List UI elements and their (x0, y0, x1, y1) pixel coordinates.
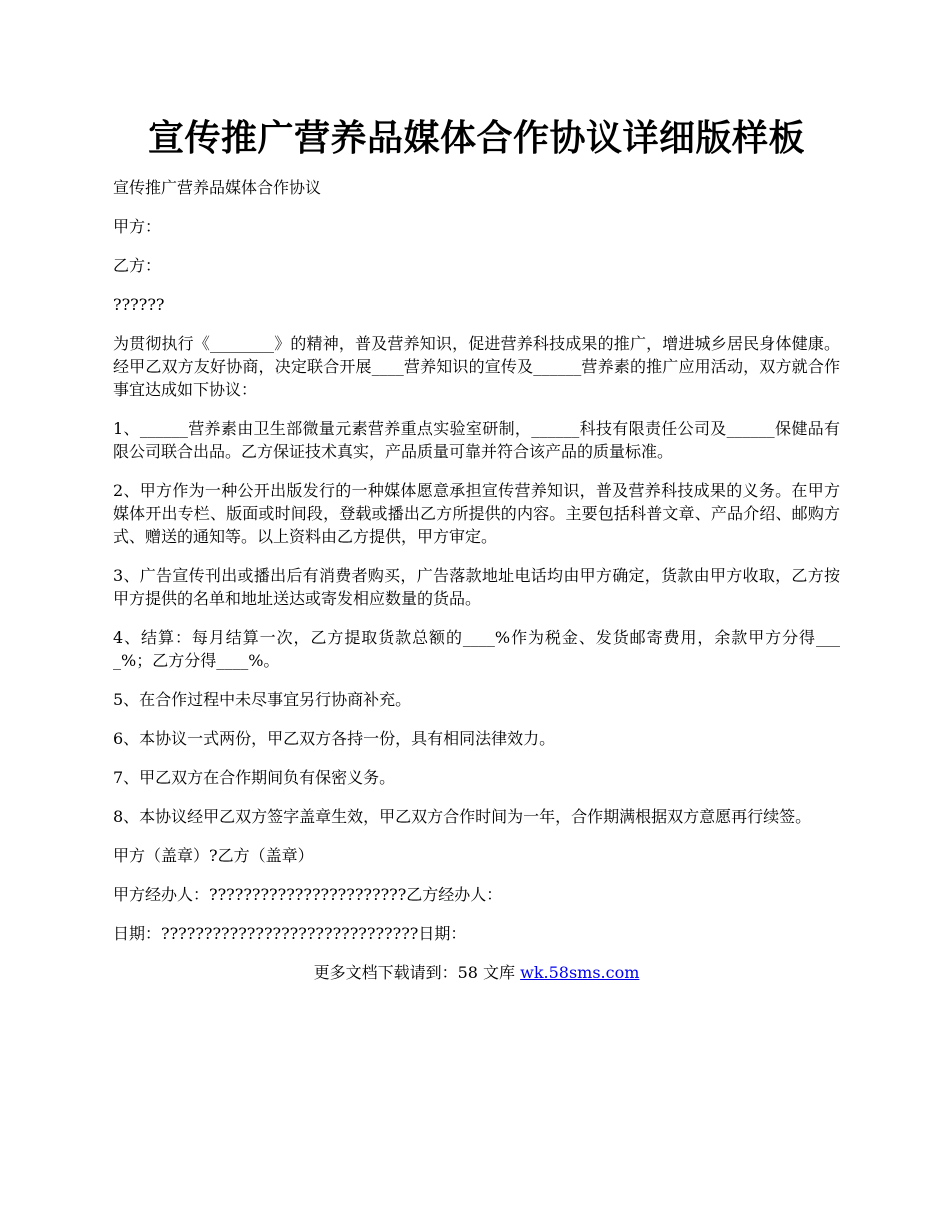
paragraph-preamble: 为贯彻执行《________》的精神，普及营养知识，促进营养科技成果的推广，增进城乡居民身体健康。经甲乙双方友好协商，决定联合开展____营养知识的宣传及______营养素的推广应用活动，双方就合作事宜达成如下协议： (113, 334, 840, 399)
paragraph-agent-line: 甲方经办人：???????????????????????乙方经办人： (113, 885, 503, 904)
paragraph-clause-4: 4、结算：每月结算一次，乙方提取货款总额的____%作为税金、发货邮寄费用，余款甲方分得____%；乙方分得____%。 (113, 628, 840, 670)
paragraph-clause-8: 8、本协议经甲乙双方签字盖章生效，甲乙双方合作时间为一年，合作期满根据双方意愿再行续签。 (113, 807, 812, 826)
footer-prefix: 更多文档下载请到：58 文库 (313, 963, 521, 982)
paragraph-subtitle: 宣传推广营养品媒体合作协议 (113, 178, 322, 197)
paragraph-clause-3: 3、广告宣传刊出或播出后有消费者购买，广告落款地址电话均由甲方确定，货款由甲方收取，乙方按甲方提供的名单和地址送达或寄发相应数量的货品。 (113, 566, 840, 608)
paragraph-party-a: 甲方： (113, 217, 162, 236)
paragraph-party-b: 乙方： (113, 256, 162, 275)
paragraph-placeholder: ?????? (113, 295, 165, 314)
paragraph-date-line: 日期：??????????????????????????????日期： (113, 924, 467, 943)
footer-link[interactable]: wk.58sms.com (520, 963, 640, 982)
paragraph-clause-2: 2、甲方作为一种公开出版发行的一种媒体愿意承担宣传营养知识，普及营养科技成果的义务。在甲方媒体开出专栏、版面或时间段，登载或播出乙方所提供的内容。主要包括科普文章、产品介绍、邮购方式、赠送的通知等。以上资料由乙方提供，甲方审定。 (113, 481, 840, 546)
paragraph-clause-6: 6、本协议一式两份，甲乙双方各持一份，具有相同法律效力。 (113, 729, 556, 748)
footer (113, 961, 840, 984)
paragraph-clause-7: 7、甲乙双方在合作期间负有保密义务。 (113, 768, 396, 787)
paragraph-clause-1: 1、______营养素由卫生部微量元素营养重点实验室研制，______科技有限责任公司及______保健品有限公司联合出品。乙方保证技术真实，产品质量可靠并符合该产品的质量标准。 (113, 419, 840, 461)
paragraph-clause-5: 5、在合作过程中未尽事宜另行协商补充。 (113, 690, 412, 709)
document-title: 宣传推广营养品媒体合作协议详细版样板 (147, 117, 805, 159)
paragraph-seal-line: 甲方（盖章）?乙方（盖章） (113, 846, 314, 865)
document-page (113, 110, 840, 984)
